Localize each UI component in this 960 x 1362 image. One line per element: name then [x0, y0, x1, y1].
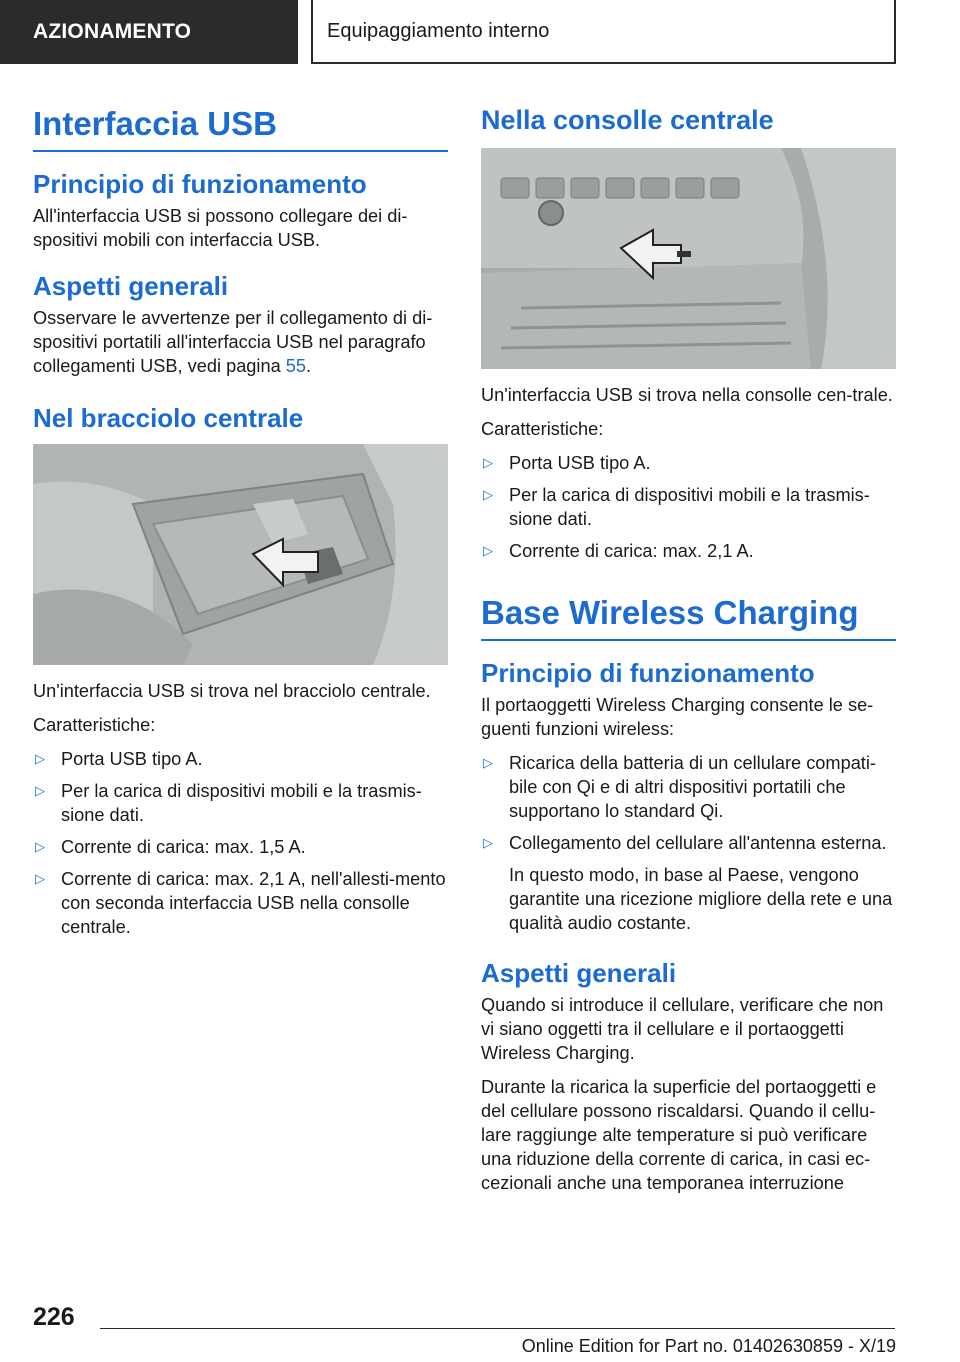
footer-edition: Online Edition for Part no. 01402630859 - X/19	[521, 1336, 896, 1356]
list-item: ▷ Per la carica di dispositivi mobili e la trasmis-sione dati.	[483, 485, 870, 529]
bullet-icon: ▷	[35, 839, 45, 854]
list-item: ▷ Per la carica di dispositivi mobili e la trasmis-sione dati.	[35, 781, 422, 825]
armrest-text: Un'interfaccia USB si trova nel bracciolo centrale.	[33, 681, 431, 701]
armrest-usb-image	[33, 444, 448, 665]
console-text: Un'interfaccia USB si trova nella consolle cen-trale.	[481, 385, 893, 405]
general-text-end: .	[306, 356, 312, 376]
heading-console: Nella consolle centrale	[481, 105, 774, 135]
w-feature-extra: In questo modo, in base al Paese, vengono garantite una ricezione migliore della rete e una qualità audio costante.	[509, 865, 893, 933]
heading-principle: Principio di funzionamento	[33, 169, 367, 199]
list-item: ▷ Corrente di carica: max. 2,1 A, nell'allesti-mento con seconda interfaccia USB nella consolle centrale.	[35, 869, 446, 937]
section-title-wireless: Base Wireless Charging	[481, 593, 896, 641]
features-label-right: Caratteristiche:	[481, 419, 604, 439]
w-general-text-1: Quando si introduce il cellulare, verificare che non vi siano oggetti tra il cellulare e il portaoggetti Wireless Charging.	[481, 995, 884, 1063]
bullet-icon: ▷	[483, 455, 493, 470]
features-label-left: Caratteristiche:	[33, 715, 156, 735]
header-section: AZIONAMENTO	[0, 0, 298, 64]
left-column	[33, 104, 448, 949]
list-item: ▷ Porta USB tipo A.	[483, 453, 651, 473]
heading-w-principle: Principio di funzionamento	[481, 658, 815, 688]
bullet-icon: ▷	[483, 543, 493, 558]
console-usb-image	[481, 148, 896, 369]
heading-general: Aspetti generali	[33, 271, 229, 301]
bullet-icon: ▷	[483, 835, 493, 850]
list-item: ▷ Ricarica della batteria di un cellulare compati-bile con Qi e di altri dispositivi portatili che supportano lo standard Qi.	[483, 753, 876, 821]
bullet-icon: ▷	[35, 751, 45, 766]
bullet-icon: ▷	[35, 783, 45, 798]
heading-armrest: Nel bracciolo centrale	[33, 403, 304, 433]
right-column	[481, 104, 896, 1205]
list-item: ▷ Collegamento del cellulare all'antenna esterna. In questo modo, in base al Paese, vengono garantite una ricezione migliore della rete e una qualità audio costante.	[481, 831, 896, 935]
heading-w-general: Aspetti generali	[481, 958, 677, 988]
section-title-usb: Interfaccia USB	[33, 104, 448, 152]
features-list-left	[33, 747, 448, 939]
page-number: 226	[33, 1303, 75, 1331]
list-item: ▷ Corrente di carica: max. 2,1 A.	[483, 541, 754, 561]
bullet-icon: ▷	[35, 871, 45, 886]
w-general-text-2: Durante la ricarica la superficie del portaoggetti e del cellulare possono riscaldarsi. Quando il cellu-lare raggiunge alte temperature si può verificare una riduzione della corrente di carica, in casi ec-cezionali anche una temporanea interruzione	[481, 1077, 877, 1193]
list-item: ▷ Corrente di carica: max. 1,5 A.	[35, 837, 306, 857]
features-list-right	[481, 451, 896, 563]
footer-divider	[100, 1328, 895, 1329]
header-chapter: Equipaggiamento interno	[311, 0, 896, 64]
general-text	[33, 306, 448, 378]
list-item: ▷ Porta USB tipo A.	[35, 749, 203, 769]
bullet-icon: ▷	[483, 755, 493, 770]
page-link[interactable]: 55	[285, 356, 306, 376]
principle-text: All'interfaccia USB si possono collegare dei di-spositivi mobili con interfaccia USB.	[33, 206, 408, 250]
features-list-wireless	[481, 751, 896, 935]
w-principle-text: Il portaoggetti Wireless Charging consente le se-guenti funzioni wireless:	[481, 695, 874, 739]
bullet-icon: ▷	[483, 487, 493, 502]
general-text-body: Osservare le avvertenze per il collegamento di di-spositivi portatili all'interfaccia USB nel paragrafo collegamenti USB, vedi pagina	[33, 308, 433, 376]
